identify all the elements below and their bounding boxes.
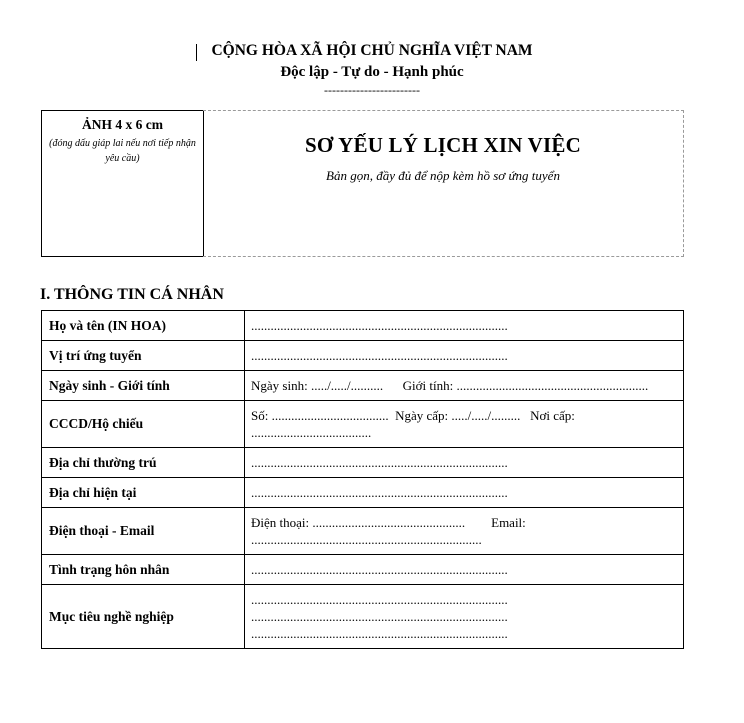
table-row [42,585,684,649]
table-row [42,508,684,555]
fill-line: ....................................................................... [251,532,482,547]
row-value-field[interactable] [245,478,684,508]
row-label: Địa chỉ thường trú [42,448,245,478]
table-row [42,401,684,448]
table-row [42,371,684,401]
row-label: CCCD/Hộ chiếu [42,401,245,448]
row-label: Ngày sinh - Giới tính [42,371,245,401]
fill-line: ............................................................................... [251,609,508,624]
fill-line: ............................................................................... [251,455,508,470]
row-value-field[interactable] [245,401,684,448]
photo-box [41,110,204,257]
row-label: Vị trí ứng tuyển [42,341,245,371]
fill-line: Ngày sinh: ...../...../.......... Giới tính: ........................................................... [251,378,649,393]
fill-line: Điện thoại: ............................................... Email: [251,515,526,530]
row-label: Mục tiêu nghề nghiệp [42,585,245,649]
photo-title: ẢNH 4 x 6 cm [82,117,163,132]
row-value-field[interactable] [245,341,684,371]
row-value-field[interactable] [245,585,684,649]
header-divider: ------------------------ [324,83,420,97]
row-label: Họ và tên (IN HOA) [42,311,245,341]
fill-line: ............................................................................... [251,592,508,607]
fill-line: ............................................................................... [251,485,508,500]
table-row [42,478,684,508]
table-row [42,311,684,341]
fill-line: Số: .................................... Ngày cấp: ...../...../......... Nơi cấp: [251,408,575,423]
document-title-box [203,110,684,257]
row-value-field[interactable] [245,508,684,555]
document-title: SƠ YẾU LÝ LỊCH XIN VIỆC [305,133,581,157]
fill-line: ............................................................................... [251,626,508,641]
table-row [42,341,684,371]
table-row [42,555,684,585]
fill-line: ............................................................................... [251,318,508,333]
row-value-field[interactable] [245,448,684,478]
row-value-field[interactable] [245,555,684,585]
row-label: Tình trạng hôn nhân [42,555,245,585]
document-subtitle: Bản gọn, đầy đủ để nộp kèm hồ sơ ứng tuyển [326,168,560,183]
motto: Độc lập - Tự do - Hạnh phúc [280,64,464,80]
personal-info-table [41,310,684,649]
fill-line: ............................................................................... [251,562,508,577]
row-value-field[interactable] [245,371,684,401]
fill-line: ............................................................................... [251,348,508,363]
table-row [42,448,684,478]
section-personal-info-title: I. THÔNG TIN CÁ NHÂN [40,286,224,303]
photo-note: (đóng dấu giáp lai nếu nơi tiếp nhận yêu cầu) [49,138,196,164]
nation-title: CỘNG HÒA XÃ HỘI CHỦ NGHĨA VIỆT NAM [211,42,533,59]
row-label: Điện thoại - Email [42,508,245,555]
row-label: Địa chỉ hiện tại [42,478,245,508]
fill-line: ..................................... [251,425,372,440]
row-value-field[interactable] [245,311,684,341]
